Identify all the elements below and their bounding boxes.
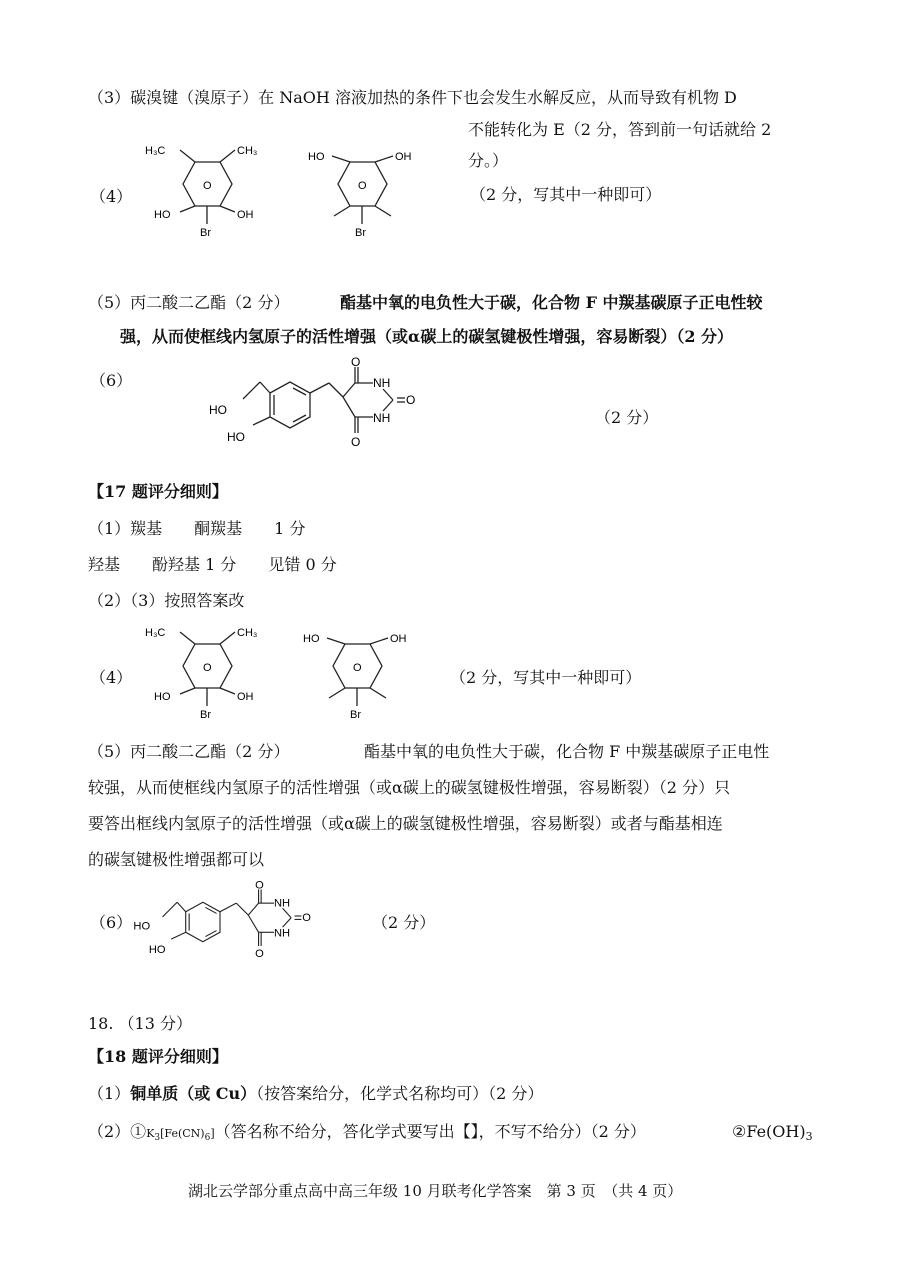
fe-oh-sub: 3 bbox=[805, 1130, 813, 1143]
rubric-18-2-prefix: （2）① bbox=[88, 1122, 147, 1141]
formula-sub3: 3 bbox=[154, 1133, 161, 1143]
formula-close: ] bbox=[210, 1127, 215, 1140]
structure-dimethyl-bromoresorcinol-b bbox=[295, 622, 430, 727]
rubric-17-1-line2: 羟基 酚羟基 1 分 见错 0 分 bbox=[88, 555, 337, 574]
ring-o-label: O bbox=[358, 180, 367, 192]
ho-label: HO bbox=[148, 943, 166, 956]
ho-label: HO bbox=[303, 633, 320, 645]
rubric-18-1-prefix: （1） bbox=[88, 1084, 131, 1103]
nh-label: NH bbox=[274, 897, 291, 910]
structure-barbiturate-b bbox=[130, 877, 310, 967]
rubric-17-4-note: （2 分，写其中一种即可） bbox=[450, 668, 642, 687]
ho-label: HO bbox=[133, 920, 151, 933]
br-label: Br bbox=[200, 227, 211, 239]
ch3-label: CH₃ bbox=[237, 627, 258, 639]
ho-label: HO bbox=[209, 403, 227, 417]
answer-4-note: （2 分，写其中一种即可） bbox=[470, 185, 662, 204]
rubric-17-6-points: （2 分） bbox=[372, 913, 436, 932]
rubric-17-4-label: （4） bbox=[90, 668, 133, 687]
answer-4-label: （4） bbox=[90, 187, 133, 206]
rubric-18-2-note: （答名称不给分，答化学式要写出【】，不写不给分）（2 分） bbox=[214, 1122, 646, 1141]
br-label: Br bbox=[355, 227, 366, 239]
ring-o-label: O bbox=[353, 662, 362, 674]
structure-barbiturate-a bbox=[205, 355, 415, 455]
rubric-17-5-part2: 酯基中氧的电负性大于碳，化合物 F 中羰基碳原子正电性 bbox=[364, 742, 770, 761]
ring-o-label: O bbox=[203, 180, 212, 192]
ho-label: HO bbox=[227, 430, 245, 444]
o-label: O bbox=[351, 355, 361, 369]
fe-oh-formula: ②Fe(OH) bbox=[732, 1122, 806, 1141]
page-footer: 湖北云学部分重点高中高三年级 10 月联考化学答案 第 3 页 （共 4 页） bbox=[188, 1182, 683, 1200]
rubric-18-2 bbox=[88, 1121, 646, 1149]
answer-5-line2: 强，从而使框线内氢原子的活性增强（或α碳上的碳氢键极性增强，容易断裂）（2 分） bbox=[120, 327, 734, 346]
question-18-heading: 18. （13 分） bbox=[88, 1014, 192, 1033]
rubric-18-1-answer: 铜单质（或 Cu） bbox=[130, 1084, 257, 1103]
ho-label: HO bbox=[154, 691, 171, 703]
formula-fe: [Fe(CN) bbox=[160, 1127, 205, 1140]
rubric-18-1-note: （按答案给分，化学式名称均可）（2 分） bbox=[256, 1084, 544, 1103]
rubric-17-5-part1: （5）丙二酸二乙酯（2 分） bbox=[88, 742, 290, 761]
rubric-17-5-line4: 的碳氢键极性增强都可以 bbox=[88, 850, 265, 869]
nh-label: NH bbox=[274, 927, 291, 940]
structure-dimethyl-bromoresorcinol-a bbox=[140, 622, 285, 727]
rubric-17-2-3: （2）（3）按照答案改 bbox=[88, 591, 245, 610]
ho-label: HO bbox=[308, 151, 325, 163]
oh-label: OH bbox=[237, 209, 254, 221]
h3c-label: H₃C bbox=[145, 627, 166, 639]
answer-6-label: （6） bbox=[90, 371, 133, 390]
o-label: O bbox=[255, 879, 264, 892]
structure-dimethyl-bromoresorcinol-b bbox=[300, 140, 435, 245]
nh-label: NH bbox=[373, 411, 391, 425]
rubric-18-2-part3 bbox=[732, 1121, 813, 1148]
o-label: O bbox=[302, 912, 311, 925]
ch3-label: CH₃ bbox=[237, 145, 258, 157]
rubric-18-1 bbox=[88, 1083, 543, 1105]
nh-label: NH bbox=[373, 376, 391, 390]
br-label: Br bbox=[350, 709, 361, 721]
o-label: O bbox=[255, 948, 264, 961]
br-label: Br bbox=[200, 709, 211, 721]
rubric-17-1-line1: （1）羰基 酮羰基 1 分 bbox=[88, 519, 306, 538]
rubric-17-5-line3: 要答出框线内氢原子的活性增强（或α碳上的碳氢键极性增强，容易断裂）或者与酯基相连 bbox=[88, 814, 723, 833]
ring-o-label: O bbox=[203, 662, 212, 674]
formula-k: K bbox=[146, 1127, 155, 1140]
answer-3-line1: （3）碳溴键（溴原子）在 NaOH 溶液加热的条件下也会发生水解反应，从而导致有机物 D bbox=[88, 88, 737, 107]
h3c-label: H₃C bbox=[145, 145, 166, 157]
formula-sub6: 6 bbox=[204, 1133, 211, 1143]
oh-label: OH bbox=[395, 151, 412, 163]
rubric-17-6-label: （6） bbox=[90, 913, 133, 932]
o-label: O bbox=[406, 393, 416, 407]
rubric-18-heading: 【18 题评分细则】 bbox=[88, 1047, 228, 1066]
rubric-17-heading: 【17 题评分细则】 bbox=[88, 482, 228, 501]
answer-6-points: （2 分） bbox=[595, 408, 659, 427]
rubric-17-5-line2: 较强，从而使框线内氢原子的活性增强（或α碳上的碳氢键极性增强，容易断裂）（2 分）只 bbox=[88, 778, 731, 797]
answer-3-line3: 分。） bbox=[468, 151, 509, 170]
ho-label: HO bbox=[154, 209, 171, 221]
o-label: O bbox=[351, 435, 361, 449]
oh-label: OH bbox=[390, 633, 407, 645]
oh-label: OH bbox=[237, 691, 254, 703]
answer-3-line2: 不能转化为 E（2 分，答到前一句话就给 2 bbox=[468, 120, 772, 139]
structure-dimethyl-bromoresorcinol-a bbox=[140, 140, 285, 245]
answer-5-part1: （5）丙二酸二乙酯（2 分） bbox=[88, 293, 290, 312]
answer-5-part2: 酯基中氧的电负性大于碳，化合物 F 中羰基碳原子正电性较 bbox=[340, 293, 763, 312]
